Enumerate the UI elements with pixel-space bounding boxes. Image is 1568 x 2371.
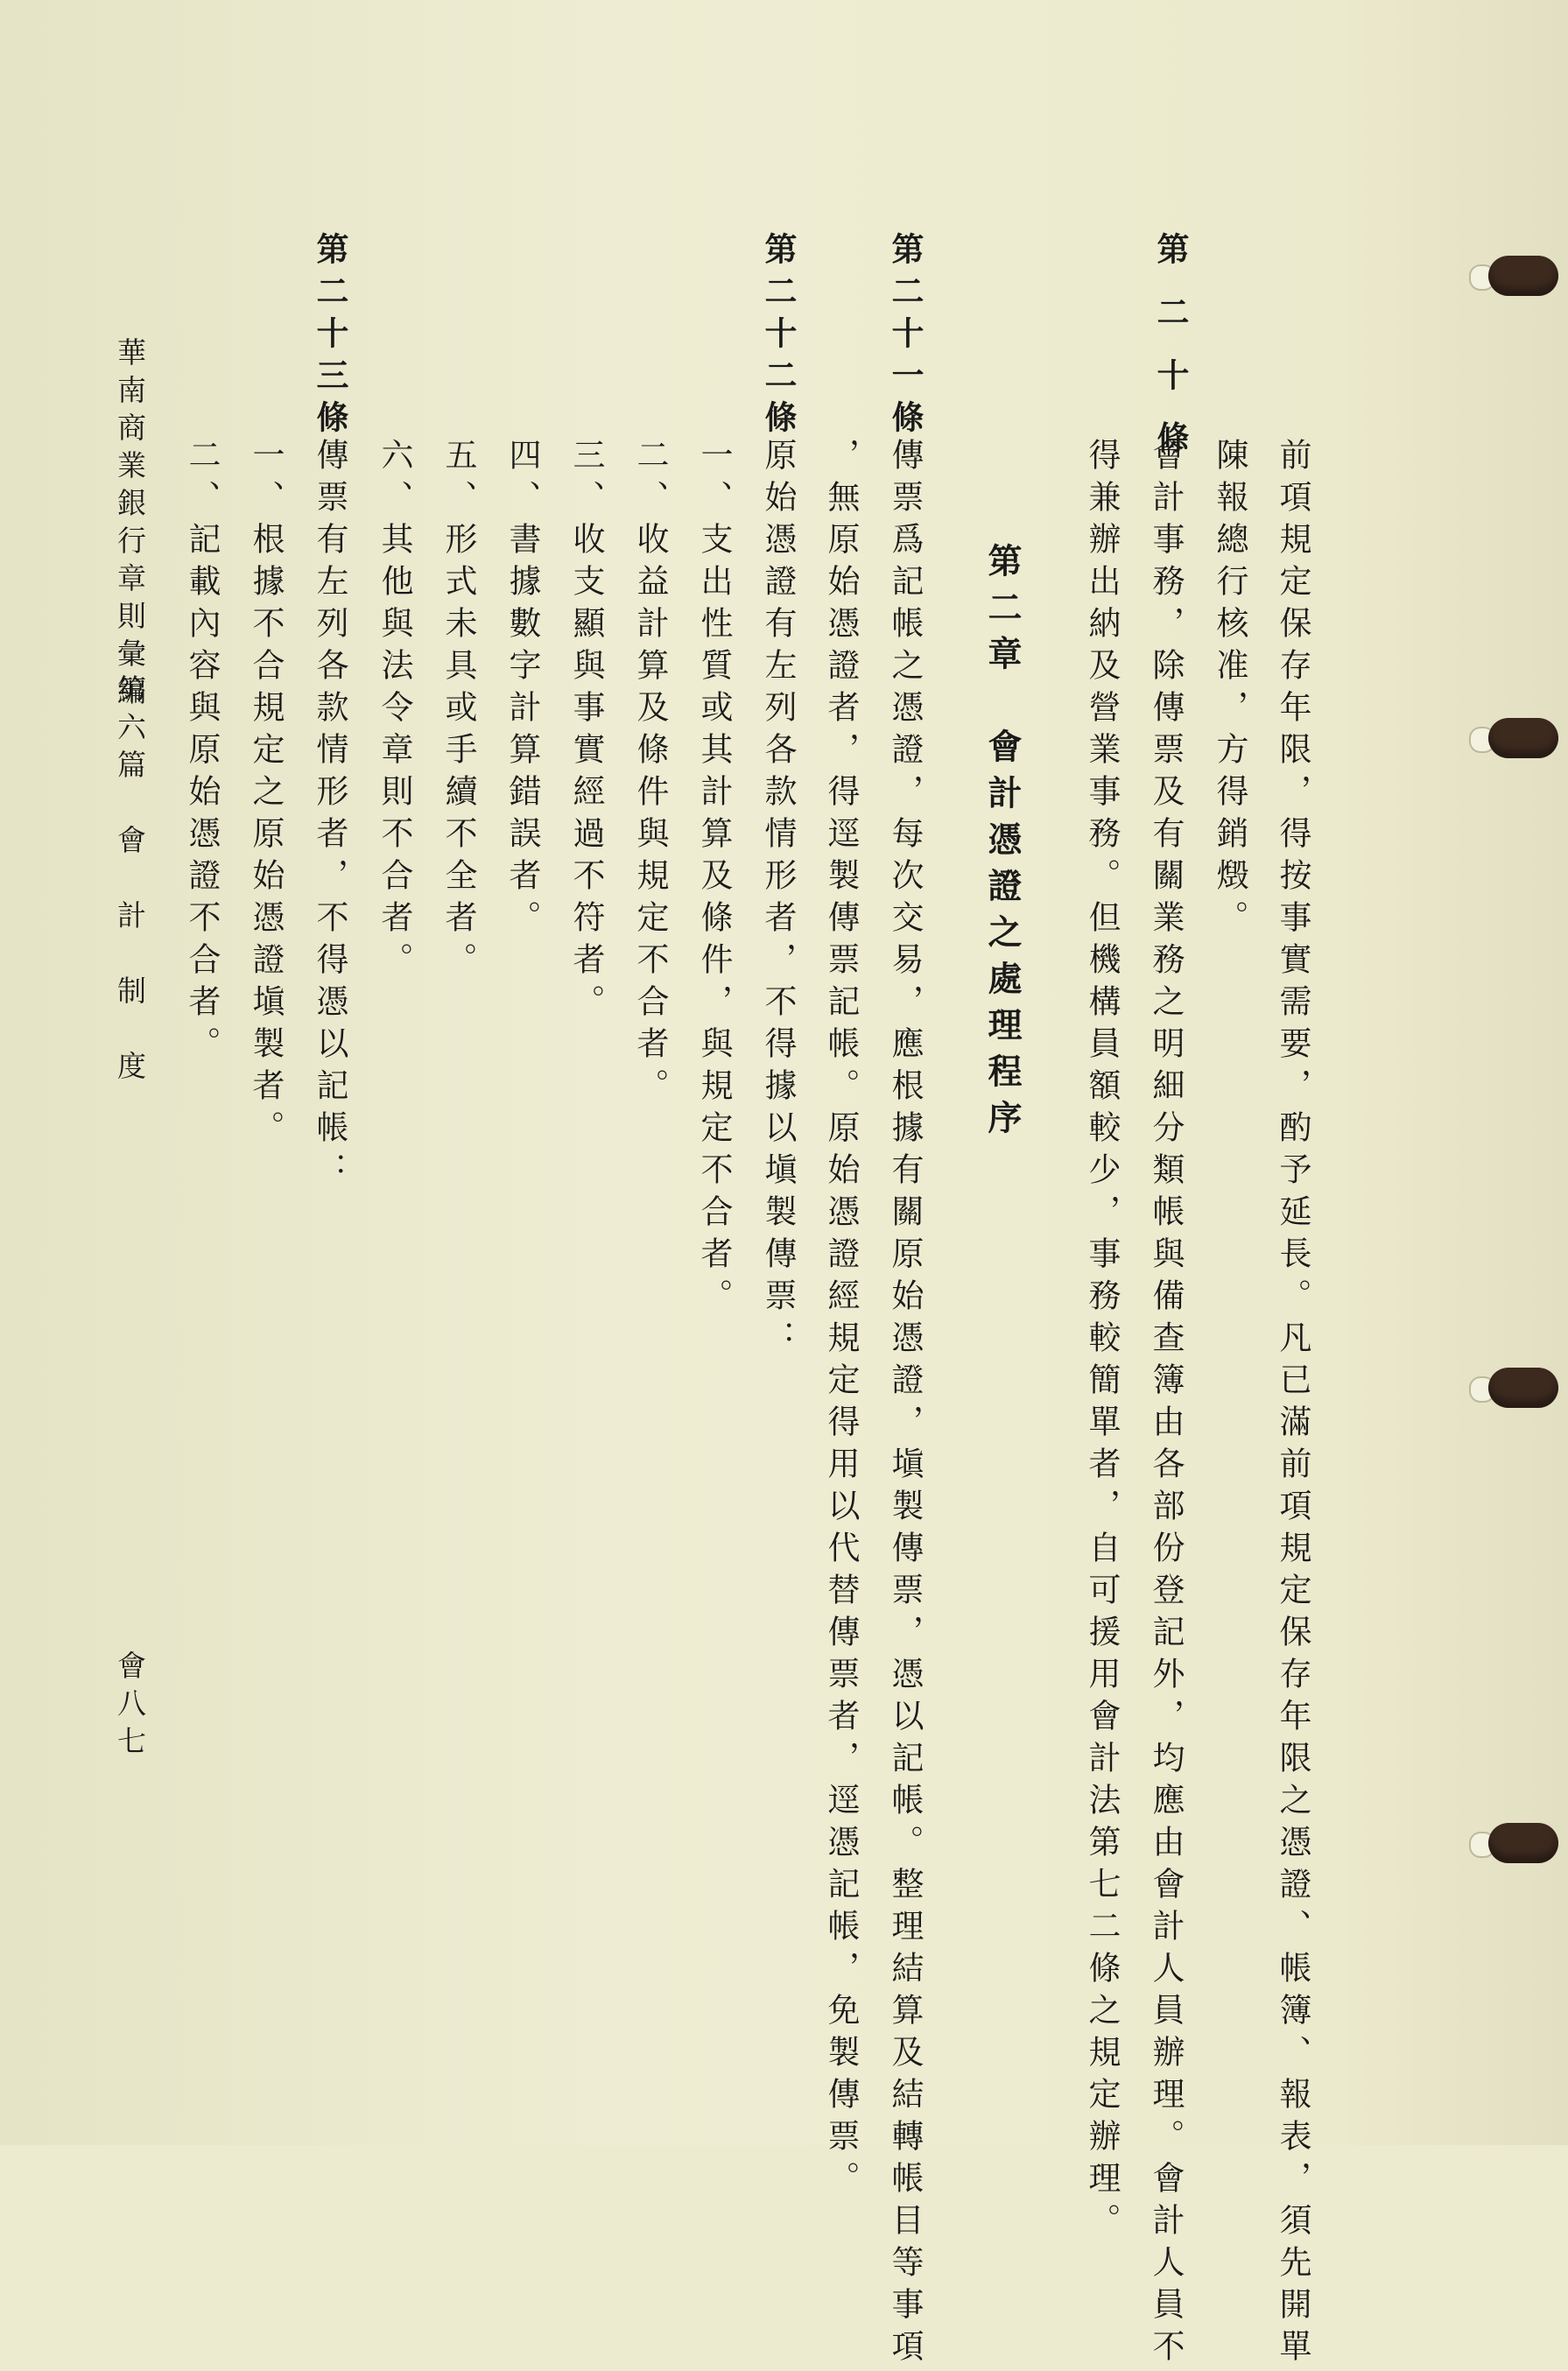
article-22-item-1: 一、支出性質或其計算及條件，與規定不合者。 — [695, 438, 733, 1320]
article-20-line-1: 前項規定保存年限，得按事實需要，酌予延長。凡已滿前項規定保存年限之憑證、帳簿、報表，須先開單 — [1274, 438, 1311, 2371]
binding-cord — [1488, 718, 1558, 758]
article-22-line-1: 原始憑證有左列各款情形者，不得據以塡製傳票： — [759, 438, 797, 1362]
article-23-title: 第二十三條 — [311, 232, 349, 442]
article-23-item-2: 二、記載內容與原始憑證不合者。 — [183, 438, 221, 1068]
article-22-item-4: 四、書據數字計算錯誤者。 — [503, 438, 541, 942]
article-22-item-3: 三、收支顯與事實經過不符者。 — [567, 438, 605, 1026]
binding-cord — [1488, 1823, 1558, 1863]
article-22-item-6: 六、其他與法令章則不合者。 — [376, 438, 413, 984]
section-title: 第六篇 會 計 制 度 — [113, 674, 147, 1088]
book-title: 華南商業銀行章則彙編 — [113, 337, 147, 714]
binding-cord — [1488, 1368, 1558, 1408]
article-20-title: 第 二 十 條 — [1151, 232, 1190, 463]
article-22-item-2: 二、收益計算及條件與規定不合者。 — [631, 438, 669, 1110]
binding-cord — [1488, 256, 1558, 296]
article-23-line-1: 傳票有左列各款情形者，不得憑以記帳： — [311, 438, 348, 1194]
article-21-line-1: 傳票爲記帳之憑證，每次交易，應根據有關原始憑證，塡製傳票，憑以記帳。整理結算及結轉帳目等事項 — [886, 438, 924, 2371]
article-21-line-2: ，無原始憑證者，得逕製傳票記帳。原始憑證經規定得用以代替傳票者，逕憑記帳，免製傳票。 — [822, 438, 860, 2203]
article-22-item-5: 五、形式未具或手續不全者。 — [439, 438, 477, 984]
article-23-item-1: 一、根據不合規定之原始憑證塡製者。 — [247, 438, 285, 1152]
article-20-line-3: 會計事務，除傳票及有關業務之明細分類帳與備查簿由各部份登記外，均應由會計人員辦理。會計人員不 — [1147, 438, 1185, 2371]
page-number: 會八七 — [113, 1650, 147, 1763]
article-22-title: 第二十二條 — [759, 232, 798, 442]
article-20-line-4: 得兼辦出納及營業事務。但機構員額較少，事務較簡單者，自可援用會計法第七二條之規定辦理。 — [1083, 438, 1121, 2245]
article-20-line-2: 陳報總行核准，方得銷燬。 — [1211, 438, 1248, 942]
article-21-title: 第二十一條 — [886, 232, 925, 442]
chapter-heading: 第二章 會計憑證之處理程序 — [982, 543, 1023, 1146]
